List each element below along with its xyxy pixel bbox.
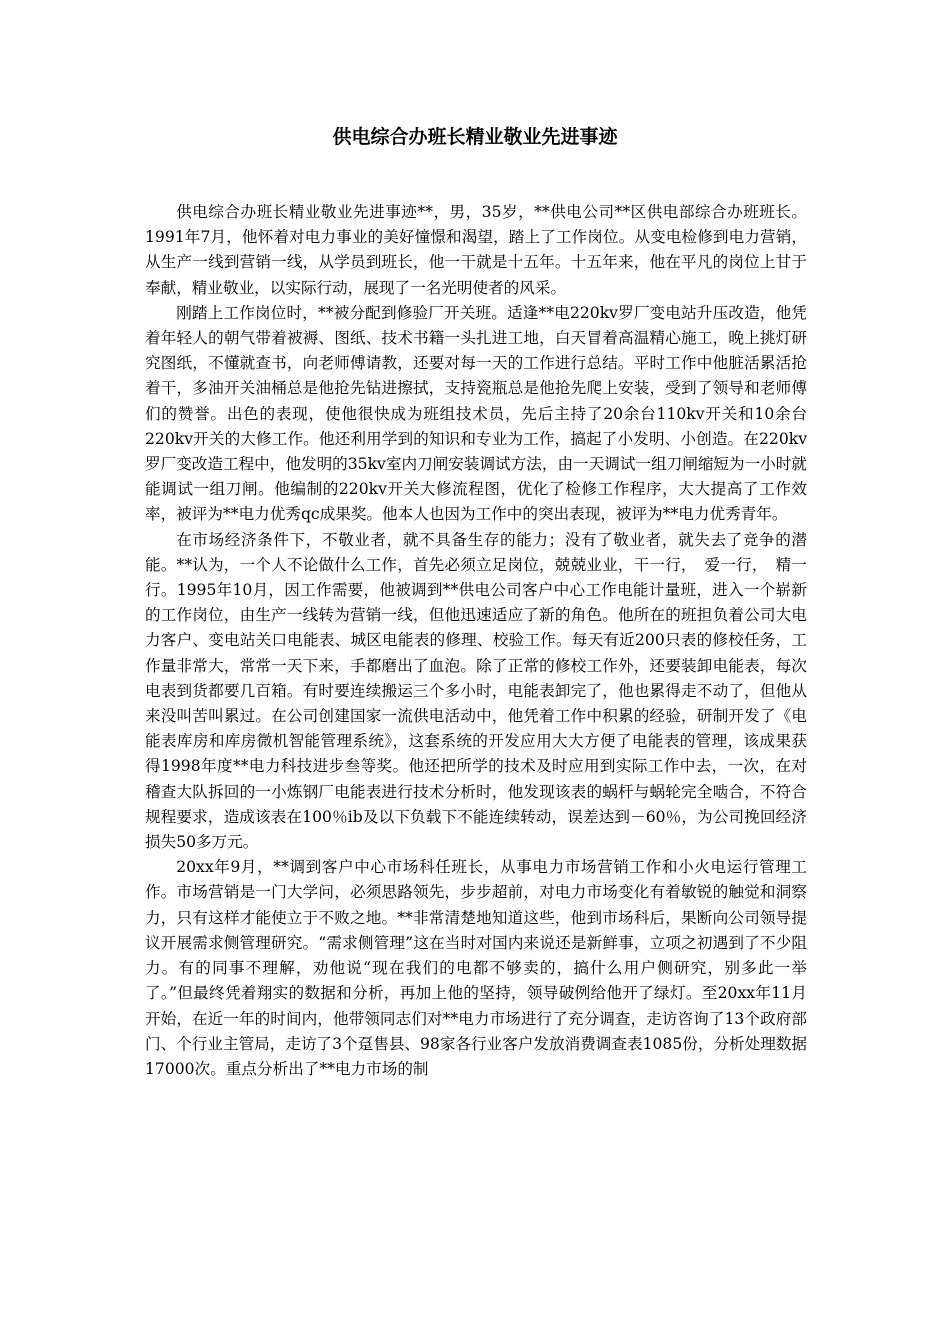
paragraph: 20xx年9月，**调到客户中心市场科任班长，从事电力市场营销工作和小火电运行管理工作。市场营销是一门大学问，必须思路领先，步步超前，对电力市场变化有着敏锐的触觉和洞察力，只有这样才能使立于不败之地。**非常清楚地知道这些，他到市场科后，果断向公司领导提议开展需求侧管理研究。“需求侧管理”这在当时对国内来说还是新鲜事，立项之初遇到了不少阻力。有的同事不理解，劝他说“现在我们的电都不够卖的，搞什么用户侧研究，别多此一举了。”但最终凭着翔实的数据和分析，再加上他的坚持，领导破例给他开了绿灯。至20xx年11月开始，在近一年的时间内，他带领同志们对**电力市场进行了充分调查，走访咨询了13个政府部门、个行业主管局，走访了3个趸售县、98家各行业客户发放消费调查表1085份，分析处理数据17000次。重点分析出了**电力市场的制 <box>145 858 808 1078</box>
document-title: 供电综合办班长精业敬业先进事迹 <box>332 126 618 148</box>
paragraph: 供电综合办班长精业敬业先进事迹**，男，35岁，**供电公司**区供电部综合办班班长。1991年7月，他怀着对电力事业的美好憧憬和渴望，踏上了工作岗位。从变电检修到电力营销，从生产一线到营销一线，从学员到班长，他一干就是十五年。十五年来，他在平凡的岗位上甘于奉献，精业敬业，以实际行动，展现了一名光明使者的风采。 <box>145 203 807 297</box>
document-body <box>145 200 807 1082</box>
paragraph: 在市场经济条件下，不敬业者，就不具备生存的能力；没有了敬业者，就失去了竞争的潜能。**认为，一个人不论做什么工作，首先必须立足岗位，兢兢业业，干一行， 爱一行， 精一行。1995年10月，因工作需要，他被调到**供电公司客户中心工作电能计量班，进入一个崭新的工作岗位，由生产一线转为营销一线，但他迅速适应了新的角色。他所在的班担负着公司大电力客户、变电站关口电能表、城区电能表的修理、校验工作。每天有近200只表的修校任务，工作量非常大，常常一天下来，手都磨出了血泡。除了正常的修校工作外，还要装卸电能表，每次电表到货都要几百箱。有时要连续搬运三个多小时，电能表卸完了，他也累得走不动了，但他从来没叫苦叫累过。在公司创建国家一流供电活动中，他凭着工作中积累的经验，研制开发了《电能表库房和库房微机智能管理系统》，这套系统的开发应用大大方便了电能表的管理，该成果获得1998年度**电力科技进步叁等奖。他还把所学的技术及时应用到实际工作中去，一次，在对稽查大队拆回的一小炼钢厂电能表进行技术分析时，他发现该表的蜗杆与蜗轮完全啮合，不符合规程要求，造成该表在100％ib及以下负载下不能连续转动，误差达到－60％，为公司挽回经济损失50多万元。 <box>145 530 807 852</box>
paragraph: 刚踏上工作岗位时，**被分配到修验厂开关班。适逢**电220kv罗厂变电站升压改造，他凭着年轻人的朝气带着被褥、图纸、技术书籍一头扎进工地，白天冒着高温精心施工，晚上挑灯研究图纸，不懂就查书，向老师傅请教，还要对每一天的工作进行总结。平时工作中他脏活累活抢着干，多油开关油桶总是他抢先钻进擦拭，支持瓷瓶总是他抢先爬上安装，受到了领导和老师傅们的赞誉。出色的表现，使他很快成为班组技术员，先后主持了20余台110kv开关和10余台220kv开关的大修工作。他还利用学到的知识和专业为工作，搞起了小发明、小创造。在220kv罗厂变改造工程中，他发明的35kv室内刀闸安装调试方法，由一天调试一组刀闸缩短为一小时就能调试一组刀闸。他编制的220kv开关大修流程图，优化了检修工作程序，大大提高了工作效率，被评为**电力优秀qc成果奖。他本人也因为工作中的突出表现，被评为**电力优秀青年。 <box>145 303 807 524</box>
